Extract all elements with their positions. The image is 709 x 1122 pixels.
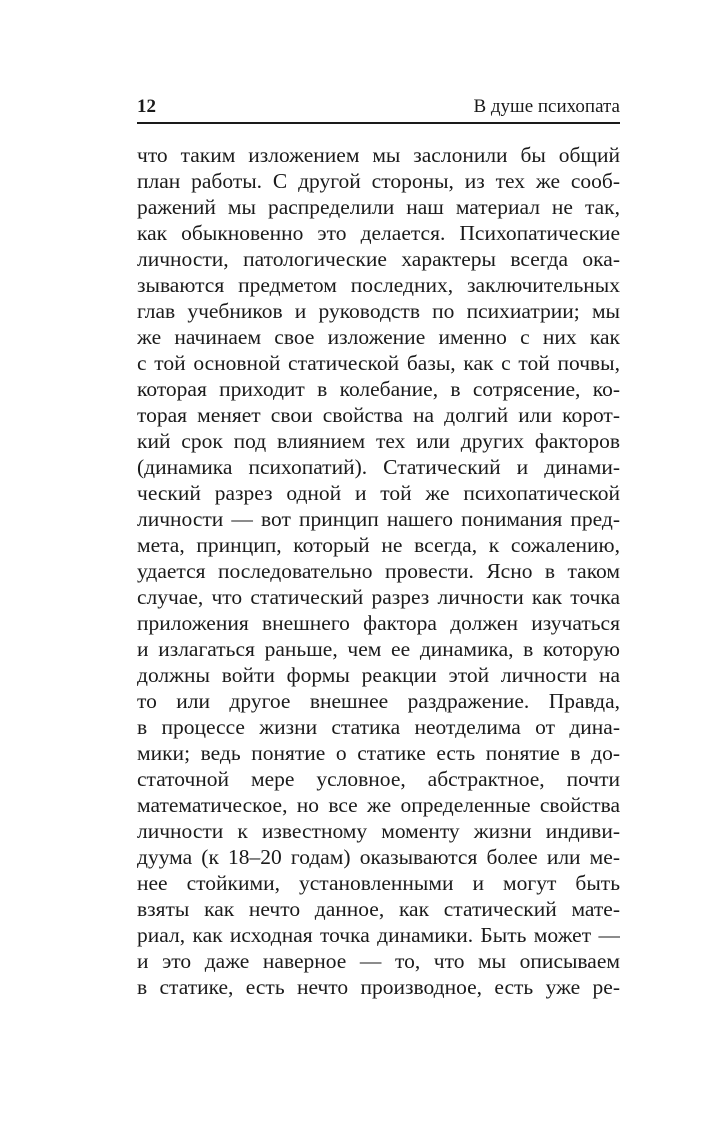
text-line: которая приходит в колебание, в сотрясение, ко-: [137, 377, 620, 401]
text-line: взяты как нечто данное, как статический мате-: [137, 897, 620, 921]
text-line: нее стойкими, установленными и могут быть: [137, 871, 620, 895]
page-number: 12: [137, 96, 156, 117]
text-line: риал, как исходная точка динамики. Быть может —: [137, 923, 620, 947]
text-line: и излагаться раньше, чем ее динамика, в которую: [137, 637, 620, 661]
book-title: В душе психопата: [473, 96, 620, 117]
text-line: же начинаем свое изложение именно с них как: [137, 325, 620, 349]
text-line: математическое, но все же определенные свойства: [137, 793, 620, 817]
text-line: приложения внешнего фактора должен изучаться: [137, 611, 620, 635]
text-line: ческий разрез одной и той же психопатической: [137, 481, 620, 505]
text-line: что таким изложением мы заслонили бы общий: [137, 143, 620, 167]
text-line: личности к известному моменту жизни индиви-: [137, 819, 620, 843]
text-line: (динамика психопатий). Статический и динами-: [137, 455, 620, 479]
text-line: торая меняет свои свойства на долгий или корот-: [137, 403, 620, 427]
text-line: мета, принцип, который не всегда, к сожалению,: [137, 533, 620, 557]
text-line: план работы. С другой стороны, из тех же сооб-: [137, 169, 620, 193]
text-line: статочной мере условное, абстрактное, почти: [137, 767, 620, 791]
text-line: должны войти формы реакции этой личности на: [137, 663, 620, 687]
text-line: случае, что статический разрез личности как точка: [137, 585, 620, 609]
text-line: личности — вот принцип нашего понимания пред-: [137, 507, 620, 531]
text-line: с той основной статической базы, как с той почвы,: [137, 351, 620, 375]
text-line: глав учебников и руководств по психиатрии; мы: [137, 299, 620, 323]
text-line: мики; ведь понятие о статике есть понятие в до-: [137, 741, 620, 765]
text-line: ражений мы распределили наш материал не так,: [137, 195, 620, 219]
text-line: удается последовательно провести. Ясно в таком: [137, 559, 620, 583]
text-line: личности, патологические характеры всегда ока-: [137, 247, 620, 271]
text-line: и это даже наверное — то, что мы описываем: [137, 949, 620, 973]
text-line: зываются предметом последних, заключительных: [137, 273, 620, 297]
running-header: [137, 92, 620, 124]
text-line: в статике, есть нечто производное, есть уже ре-: [137, 975, 620, 999]
text-line: то или другое внешнее раздражение. Правда,: [137, 689, 620, 713]
text-line: кий срок под влиянием тех или других факторов: [137, 429, 620, 453]
text-line: как обыкновенно это делается. Психопатические: [137, 221, 620, 245]
text-line: дуума (к 18–20 годам) оказываются более или ме-: [137, 845, 620, 869]
text-line: в процессе жизни статика неотделима от дина-: [137, 715, 620, 739]
body-paragraph: [137, 142, 620, 1000]
